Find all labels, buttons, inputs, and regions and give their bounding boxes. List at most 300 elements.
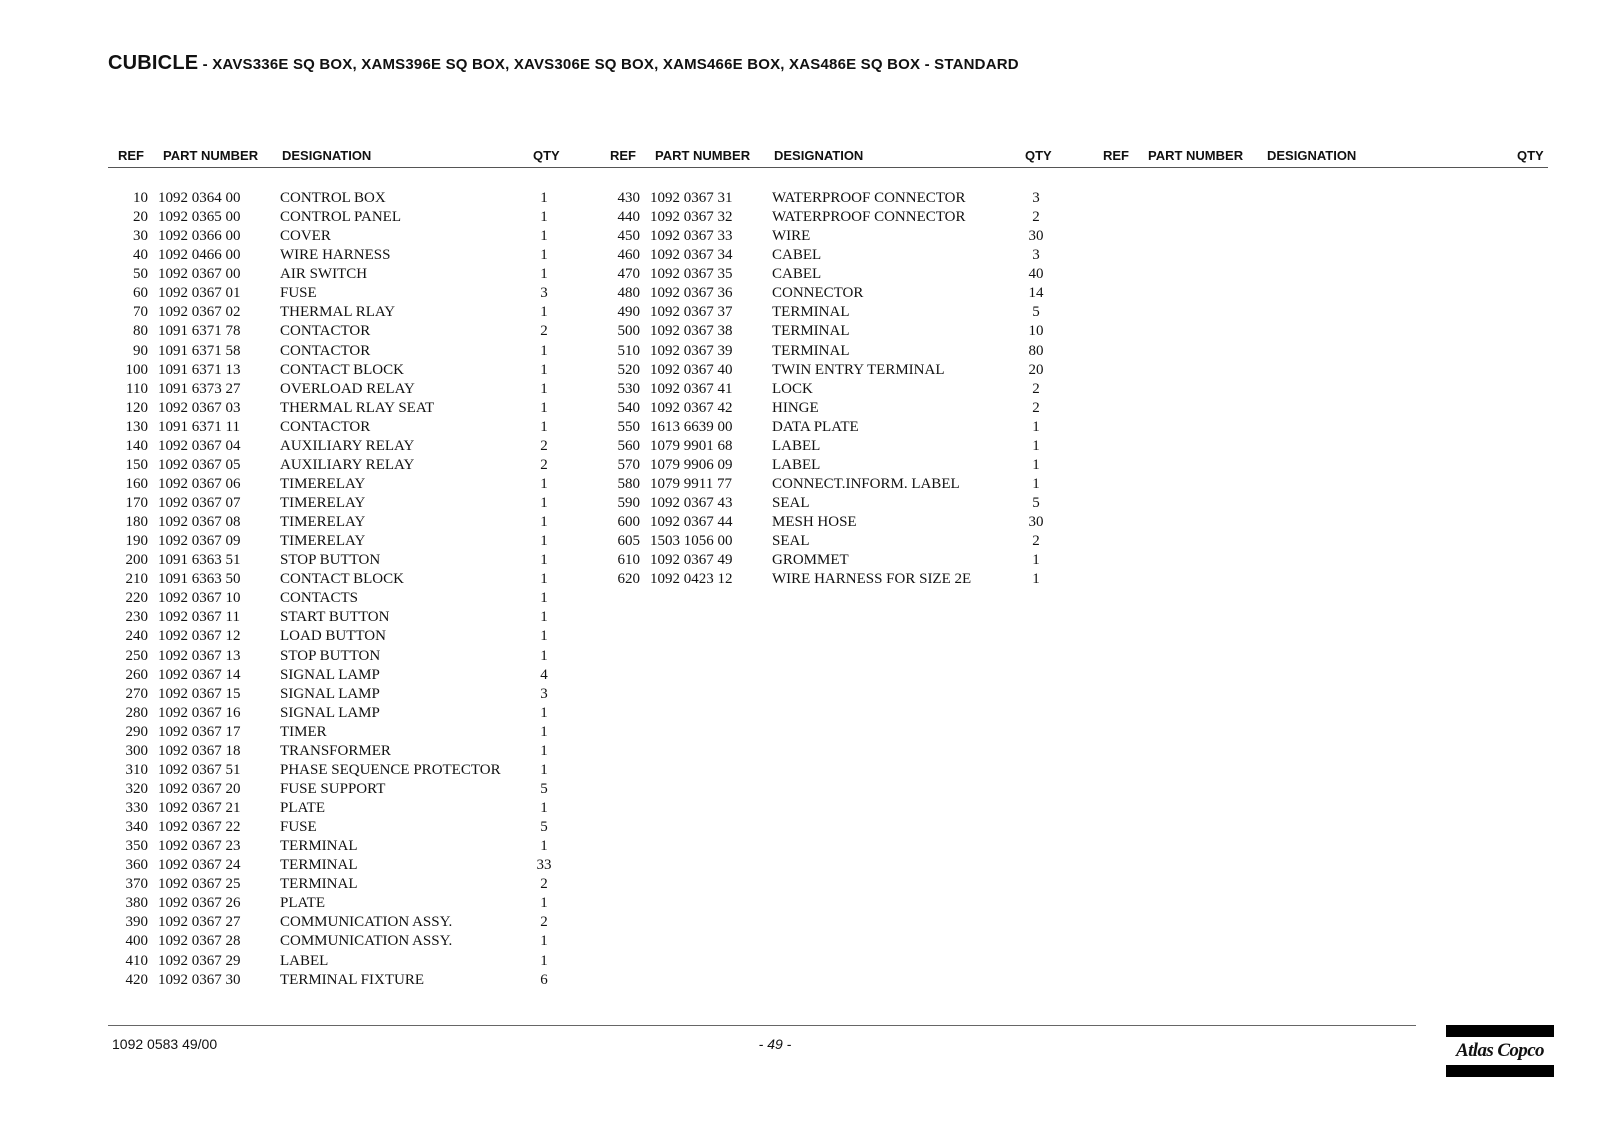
cell-designation: SIGNAL LAMP (280, 685, 380, 702)
cell-qty: 3 (540, 685, 548, 702)
cell-designation: CONTACTOR (280, 323, 371, 340)
cell-part-number: 1092 0364 00 (158, 190, 241, 206)
cell-designation: TIMER (280, 723, 327, 740)
cell-part-number: 1079 9911 77 (650, 475, 732, 492)
cell-qty: 40 (1028, 266, 1044, 283)
cell-qty: 3 (540, 285, 548, 302)
cell-part-number: 1092 0367 44 (650, 514, 733, 531)
cell-part-number: 1092 0367 06 (158, 475, 241, 492)
cell-qty: 1 (540, 361, 548, 378)
cell-qty: 80 (1028, 342, 1044, 359)
cell-ref: 120 (125, 399, 148, 416)
header-part-number: PART NUMBER (1148, 148, 1244, 163)
cell-qty: 2 (1032, 533, 1040, 550)
table-row (108, 265, 568, 284)
page-title (108, 52, 1019, 75)
cell-qty: 1 (540, 266, 548, 283)
cell-qty: 20 (1028, 361, 1044, 378)
cell-qty: 3 (1032, 247, 1040, 264)
cell-part-number: 1092 0367 09 (158, 533, 241, 550)
cell-ref: 130 (125, 418, 148, 435)
cell-qty: 2 (540, 876, 548, 893)
table-row (600, 189, 1060, 208)
cell-part-number: 1091 6363 50 (158, 571, 241, 588)
cell-designation: STOP BUTTON (280, 647, 381, 664)
cell-ref: 380 (125, 895, 148, 912)
table-row (600, 208, 1060, 227)
cell-designation: SEAL (772, 533, 810, 550)
cell-ref: 590 (617, 495, 640, 511)
table-row (108, 742, 568, 761)
cell-designation: LABEL (280, 952, 329, 969)
table-header-group-2 (600, 148, 1060, 166)
cell-designation: FUSE SUPPORT (280, 780, 386, 797)
page-number: - 49 - (758, 1036, 792, 1052)
cell-part-number: 1091 6363 51 (158, 552, 241, 569)
cell-ref: 40 (133, 247, 148, 264)
cell-designation: HINGE (772, 399, 819, 416)
cell-ref: 340 (125, 819, 148, 836)
cell-part-number: 1092 0367 35 (650, 266, 733, 283)
table-row (108, 608, 568, 627)
cell-part-number: 1092 0367 49 (650, 552, 733, 569)
table-row (108, 971, 568, 990)
cell-qty: 14 (1028, 285, 1044, 302)
table-row (108, 589, 568, 608)
cell-ref: 220 (125, 590, 148, 607)
table-row (600, 437, 1060, 456)
table-header-group-1 (108, 148, 568, 166)
cell-ref: 420 (125, 971, 148, 988)
cell-ref: 280 (125, 704, 148, 721)
cell-part-number: 1092 0367 16 (158, 704, 241, 721)
cell-part-number: 1092 0367 02 (158, 304, 241, 321)
cell-qty: 1 (540, 895, 548, 912)
table-row (108, 361, 568, 380)
atlas-copco-logo (1446, 1025, 1554, 1077)
cell-ref: 230 (125, 609, 148, 626)
table-row (108, 532, 568, 551)
cell-ref: 70 (133, 304, 148, 321)
table-row (108, 380, 568, 399)
cell-qty: 1 (540, 571, 548, 588)
table-row (108, 456, 568, 475)
cell-qty: 1 (540, 475, 548, 492)
cell-part-number: 1092 0365 00 (158, 209, 241, 226)
cell-part-number: 1092 0367 42 (650, 399, 733, 416)
cell-part-number: 1079 9906 09 (650, 456, 733, 473)
table-row (600, 475, 1060, 494)
cell-designation: TERMINAL (280, 857, 358, 874)
table-row (108, 837, 568, 856)
table-row (108, 647, 568, 666)
cell-qty: 1 (540, 380, 548, 397)
cell-designation: LOAD BUTTON (280, 628, 386, 645)
cell-designation: CONTROL PANEL (280, 209, 401, 226)
cell-qty: 1 (540, 590, 548, 607)
cell-part-number: 1092 0423 12 (650, 571, 733, 588)
cell-ref: 170 (125, 495, 148, 511)
cell-designation: WIRE HARNESS (280, 247, 391, 264)
cell-qty: 30 (1028, 228, 1044, 245)
table-row (108, 322, 568, 341)
cell-ref: 350 (125, 838, 148, 855)
cell-designation: TERMINAL (772, 342, 850, 359)
cell-designation: TIMERELAY (280, 495, 366, 511)
table-row (600, 532, 1060, 551)
table-row (108, 513, 568, 532)
table-row (600, 303, 1060, 322)
parts-column-1 (108, 189, 568, 990)
table-row (108, 723, 568, 742)
header-designation: DESIGNATION (282, 148, 372, 163)
cell-designation: TRANSFORMER (280, 742, 391, 759)
cell-ref: 600 (617, 514, 640, 531)
table-row (600, 494, 1060, 513)
table-row (108, 418, 568, 437)
cell-qty: 2 (1032, 209, 1040, 226)
cell-qty: 33 (536, 857, 552, 874)
cell-designation: SEAL (772, 495, 810, 511)
cell-qty: 1 (540, 247, 548, 264)
title-main: CUBICLE (108, 52, 199, 74)
cell-part-number: 1092 0367 40 (650, 361, 733, 378)
cell-ref: 620 (617, 571, 640, 588)
cell-ref: 310 (125, 761, 148, 778)
cell-ref: 180 (125, 514, 148, 531)
cell-part-number: 1092 0367 07 (158, 495, 241, 511)
cell-part-number: 1092 0367 24 (158, 857, 241, 874)
cell-qty: 1 (540, 533, 548, 550)
table-row (600, 342, 1060, 361)
cell-ref: 390 (125, 914, 148, 931)
cell-ref: 410 (125, 952, 148, 969)
cell-part-number: 1503 1056 00 (650, 533, 733, 550)
cell-qty: 1 (540, 838, 548, 855)
cell-ref: 20 (133, 209, 148, 226)
cell-designation: CONTACT BLOCK (280, 571, 404, 588)
cell-ref: 240 (125, 628, 148, 645)
cell-ref: 605 (617, 533, 640, 550)
cell-qty: 1 (540, 952, 548, 969)
cell-part-number: 1092 0367 03 (158, 399, 241, 416)
table-row (108, 494, 568, 513)
table-row (108, 303, 568, 322)
cell-qty: 30 (1028, 514, 1044, 531)
cell-part-number: 1092 0367 08 (158, 514, 241, 531)
cell-designation: MESH HOSE (772, 514, 857, 531)
cell-part-number: 1092 0367 22 (158, 819, 241, 836)
header-designation: DESIGNATION (774, 148, 864, 163)
cell-qty: 1 (540, 342, 548, 359)
cell-part-number: 1092 0466 00 (158, 247, 241, 264)
cell-ref: 570 (617, 456, 640, 473)
logo-bar-top (1446, 1025, 1554, 1037)
cell-qty: 1 (1032, 437, 1040, 454)
header-ref: REF (1103, 148, 1129, 163)
cell-designation: THERMAL RLAY (280, 304, 396, 321)
table-row (108, 627, 568, 646)
table-row (600, 284, 1060, 303)
cell-ref: 300 (125, 742, 148, 759)
cell-designation: CONTACTOR (280, 342, 371, 359)
cell-designation: START BUTTON (280, 609, 390, 626)
table-row (600, 246, 1060, 265)
cell-qty: 1 (540, 800, 548, 816)
cell-ref: 200 (125, 552, 148, 569)
cell-designation: PHASE SEQUENCE PROTECTOR (280, 761, 501, 778)
cell-ref: 150 (125, 456, 148, 473)
cell-part-number: 1092 0367 21 (158, 800, 241, 816)
cell-designation: CONNECT.INFORM. LABEL (772, 475, 960, 492)
cell-designation: CONTACTS (280, 590, 358, 607)
cell-designation: TWIN ENTRY TERMINAL (772, 361, 945, 378)
cell-part-number: 1092 0367 36 (650, 285, 733, 302)
cell-designation: TERMINAL (280, 838, 358, 855)
cell-ref: 50 (133, 266, 148, 283)
cell-ref: 610 (617, 552, 640, 569)
cell-ref: 60 (133, 285, 148, 302)
cell-designation: AIR SWITCH (280, 266, 368, 283)
cell-designation: GROMMET (772, 552, 849, 569)
cell-ref: 270 (125, 685, 148, 702)
cell-part-number: 1092 0367 30 (158, 971, 241, 988)
cell-designation: DATA PLATE (772, 418, 859, 435)
cell-qty: 1 (540, 228, 548, 245)
cell-designation: OVERLOAD RELAY (280, 380, 415, 397)
cell-ref: 450 (617, 228, 640, 245)
table-row (108, 475, 568, 494)
cell-designation: TIMERELAY (280, 475, 366, 492)
cell-designation: COMMUNICATION ASSY. (280, 914, 453, 931)
cell-designation: CONTACT BLOCK (280, 361, 404, 378)
cell-part-number: 1092 0367 27 (158, 914, 241, 931)
table-row (108, 246, 568, 265)
cell-part-number: 1092 0367 33 (650, 228, 733, 245)
cell-qty: 1 (1032, 475, 1040, 492)
cell-qty: 1 (540, 742, 548, 759)
cell-qty: 1 (540, 628, 548, 645)
cell-part-number: 1092 0367 26 (158, 895, 241, 912)
cell-ref: 540 (617, 399, 640, 416)
logo-bar-bottom (1446, 1065, 1554, 1077)
cell-qty: 1 (540, 304, 548, 321)
table-row (600, 361, 1060, 380)
cell-designation: WATERPROOF CONNECTOR (772, 209, 966, 226)
cell-ref: 510 (617, 342, 640, 359)
cell-part-number: 1092 0367 34 (650, 247, 733, 264)
cell-qty: 1 (1032, 552, 1040, 569)
cell-designation: FUSE (280, 819, 317, 836)
cell-qty: 1 (1032, 571, 1040, 588)
table-row (108, 227, 568, 246)
cell-designation: TERMINAL (280, 876, 358, 893)
header-qty: QTY (1517, 148, 1544, 163)
cell-part-number: 1092 0367 20 (158, 780, 241, 797)
cell-qty: 5 (1032, 304, 1040, 321)
cell-part-number: 1092 0367 04 (158, 437, 241, 454)
cell-ref: 500 (617, 323, 640, 340)
header-divider (108, 167, 1548, 168)
cell-qty: 2 (540, 323, 548, 340)
cell-ref: 460 (617, 247, 640, 264)
table-row (600, 227, 1060, 246)
cell-qty: 3 (1032, 190, 1040, 206)
cell-qty: 10 (1028, 323, 1044, 340)
cell-designation: CONTROL BOX (280, 190, 386, 206)
cell-ref: 330 (125, 800, 148, 816)
cell-part-number: 1092 0366 00 (158, 228, 241, 245)
cell-part-number: 1092 0367 28 (158, 933, 241, 950)
cell-designation: SIGNAL LAMP (280, 704, 380, 721)
logo-wordmark: Atlas Copco (1456, 1040, 1544, 1061)
table-row (108, 189, 568, 208)
cell-ref: 320 (125, 780, 148, 797)
cell-designation: STOP BUTTON (280, 552, 381, 569)
cell-ref: 190 (125, 533, 148, 550)
cell-qty: 1 (540, 647, 548, 664)
cell-qty: 1 (1032, 456, 1040, 473)
cell-designation: LABEL (772, 456, 821, 473)
table-row (108, 799, 568, 818)
cell-part-number: 1079 9901 68 (650, 437, 733, 454)
cell-part-number: 1092 0367 38 (650, 323, 733, 340)
cell-ref: 260 (125, 666, 148, 683)
cell-designation: COMMUNICATION ASSY. (280, 933, 453, 950)
cell-ref: 400 (125, 933, 148, 950)
cell-part-number: 1091 6371 13 (158, 361, 241, 378)
table-row (108, 551, 568, 570)
cell-designation: TIMERELAY (280, 514, 366, 531)
cell-part-number: 1092 0367 25 (158, 876, 241, 893)
cell-ref: 250 (125, 647, 148, 664)
cell-ref: 10 (133, 190, 148, 206)
cell-designation: CABEL (772, 247, 822, 264)
cell-part-number: 1092 0367 05 (158, 456, 241, 473)
cell-qty: 1 (540, 399, 548, 416)
cell-part-number: 1092 0367 31 (650, 190, 733, 206)
table-row (108, 818, 568, 837)
cell-qty: 1 (540, 609, 548, 626)
cell-part-number: 1091 6371 11 (158, 418, 240, 435)
table-row (600, 418, 1060, 437)
cell-qty: 1 (540, 723, 548, 740)
table-row (108, 761, 568, 780)
table-row (108, 342, 568, 361)
cell-ref: 480 (617, 285, 640, 302)
table-row (108, 437, 568, 456)
cell-designation: SIGNAL LAMP (280, 666, 380, 683)
cell-designation: WATERPROOF CONNECTOR (772, 190, 966, 206)
cell-ref: 160 (125, 475, 148, 492)
cell-designation: CONTACTOR (280, 418, 371, 435)
header-part-number: PART NUMBER (163, 148, 259, 163)
table-header-group-3 (1093, 148, 1553, 166)
table-row (600, 513, 1060, 532)
cell-designation: CONNECTOR (772, 285, 864, 302)
table-row (108, 894, 568, 913)
cell-part-number: 1092 0367 32 (650, 209, 733, 226)
header-part-number: PART NUMBER (655, 148, 751, 163)
cell-ref: 550 (617, 418, 640, 435)
cell-ref: 210 (125, 571, 148, 588)
cell-designation: TERMINAL (772, 323, 850, 340)
table-row (108, 208, 568, 227)
footer-divider (108, 1025, 1416, 1026)
cell-qty: 2 (540, 437, 548, 454)
header-designation: DESIGNATION (1267, 148, 1357, 163)
cell-part-number: 1613 6639 00 (650, 418, 733, 435)
cell-qty: 5 (540, 780, 548, 797)
cell-ref: 290 (125, 723, 148, 740)
cell-qty: 2 (1032, 399, 1040, 416)
header-qty: QTY (533, 148, 560, 163)
cell-qty: 4 (540, 666, 548, 683)
table-row (108, 570, 568, 589)
cell-designation: PLATE (280, 800, 325, 816)
table-row (108, 685, 568, 704)
table-row (600, 570, 1060, 589)
cell-part-number: 1092 0367 01 (158, 285, 241, 302)
table-row (600, 322, 1060, 341)
cell-qty: 1 (540, 190, 548, 206)
cell-ref: 80 (133, 323, 148, 340)
cell-part-number: 1092 0367 12 (158, 628, 241, 645)
document-number: 1092 0583 49/00 (112, 1036, 218, 1052)
table-row (600, 399, 1060, 418)
cell-ref: 360 (125, 857, 148, 874)
cell-part-number: 1092 0367 14 (158, 666, 241, 683)
cell-qty: 1 (1032, 418, 1040, 435)
cell-designation: WIRE HARNESS FOR SIZE 2E (772, 571, 972, 588)
cell-ref: 110 (126, 380, 148, 397)
cell-qty: 2 (1032, 380, 1040, 397)
cell-ref: 530 (617, 380, 640, 397)
table-row (108, 284, 568, 303)
cell-designation: TERMINAL FIXTURE (280, 971, 425, 988)
cell-part-number: 1092 0367 11 (158, 609, 240, 626)
cell-designation: CABEL (772, 266, 822, 283)
cell-ref: 140 (125, 437, 148, 454)
cell-part-number: 1092 0367 13 (158, 647, 241, 664)
cell-part-number: 1092 0367 17 (158, 723, 241, 740)
cell-qty: 2 (540, 456, 548, 473)
table-row (108, 913, 568, 932)
cell-ref: 440 (617, 209, 640, 226)
cell-ref: 490 (617, 304, 640, 321)
table-row (108, 704, 568, 723)
cell-designation: THERMAL RLAY SEAT (280, 399, 435, 416)
cell-ref: 580 (617, 475, 640, 492)
cell-ref: 30 (133, 228, 148, 245)
cell-designation: LABEL (772, 437, 821, 454)
cell-designation: LOCK (772, 380, 813, 397)
cell-part-number: 1092 0367 41 (650, 380, 733, 397)
table-row (108, 932, 568, 951)
cell-designation: PLATE (280, 895, 325, 912)
cell-part-number: 1092 0367 10 (158, 590, 241, 607)
cell-designation: WIRE (772, 228, 811, 245)
table-row (600, 456, 1060, 475)
cell-designation: TIMERELAY (280, 533, 366, 550)
cell-part-number: 1092 0367 51 (158, 761, 241, 778)
cell-ref: 370 (125, 876, 148, 893)
table-row (108, 399, 568, 418)
cell-qty: 1 (540, 704, 548, 721)
table-row (600, 380, 1060, 399)
cell-designation: COVER (280, 228, 331, 245)
cell-ref: 90 (133, 342, 148, 359)
